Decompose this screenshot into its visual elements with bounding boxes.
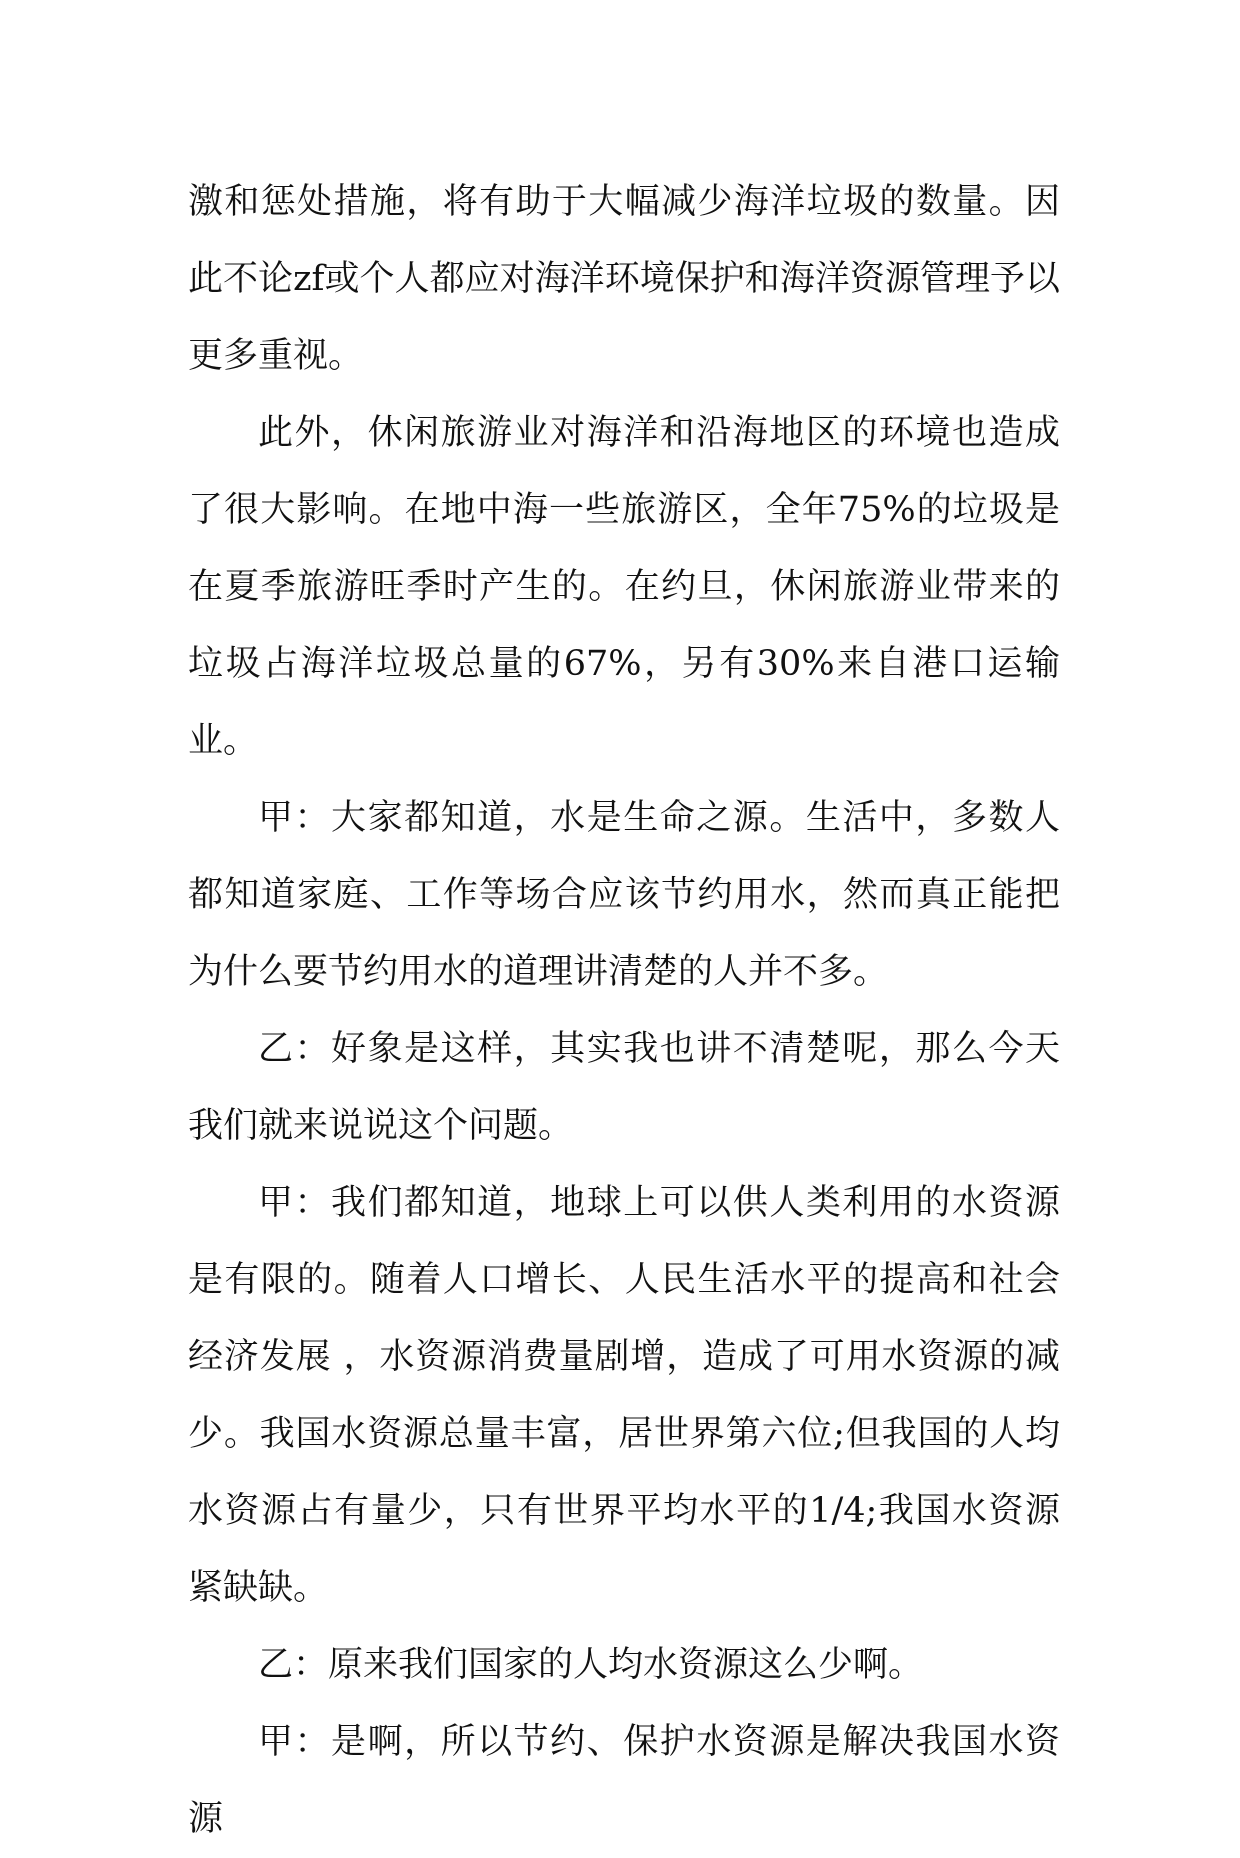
paragraph: 乙：原来我们国家的人均水资源这么少啊。 <box>258 1645 924 1685</box>
paragraph: 甲：大家都知道，水是生命之源。生活中，多数人都知道家庭、工作等场合应该节约用水，然而真正能把为什么要节约用水的道理讲清楚的人并不多。 <box>188 798 1060 992</box>
paragraph: 此外，休闲旅游业对海洋和沿海地区的环境也造成了很大影响。在地中海一些旅游区，全年75%的垃圾是在夏季旅游旺季时产生的。在约旦，休闲旅游业带来的垃圾占海洋垃圾总量的67%，另有30%来自港口运输业。 <box>188 413 1060 761</box>
document-body <box>188 164 1060 1858</box>
paragraph: 甲：我们都知道，地球上可以供人类利用的水资源是有限的。随着人口增长、人民生活水平的提高和社会经济发展 ，水资源消费量剧增，造成了可用水资源的减少。我国水资源总量丰富，居世界第六位;但我国的人均水资源占有量少，只有世界平均水平的1/4;我国水资源紧缺缺。 <box>188 1183 1060 1608</box>
paragraph: 激和惩处措施，将有助于大幅减少海洋垃圾的数量。因此不论zf或个人都应对海洋环境保护和海洋资源管理予以更多重视。 <box>188 182 1060 376</box>
paragraph: 甲：是啊，所以节约、保护水资源是解决我国水资源 <box>188 1722 1060 1839</box>
paragraph: 乙：好象是这样，其实我也讲不清楚呢，那么今天我们就来说说这个问题。 <box>188 1029 1060 1146</box>
